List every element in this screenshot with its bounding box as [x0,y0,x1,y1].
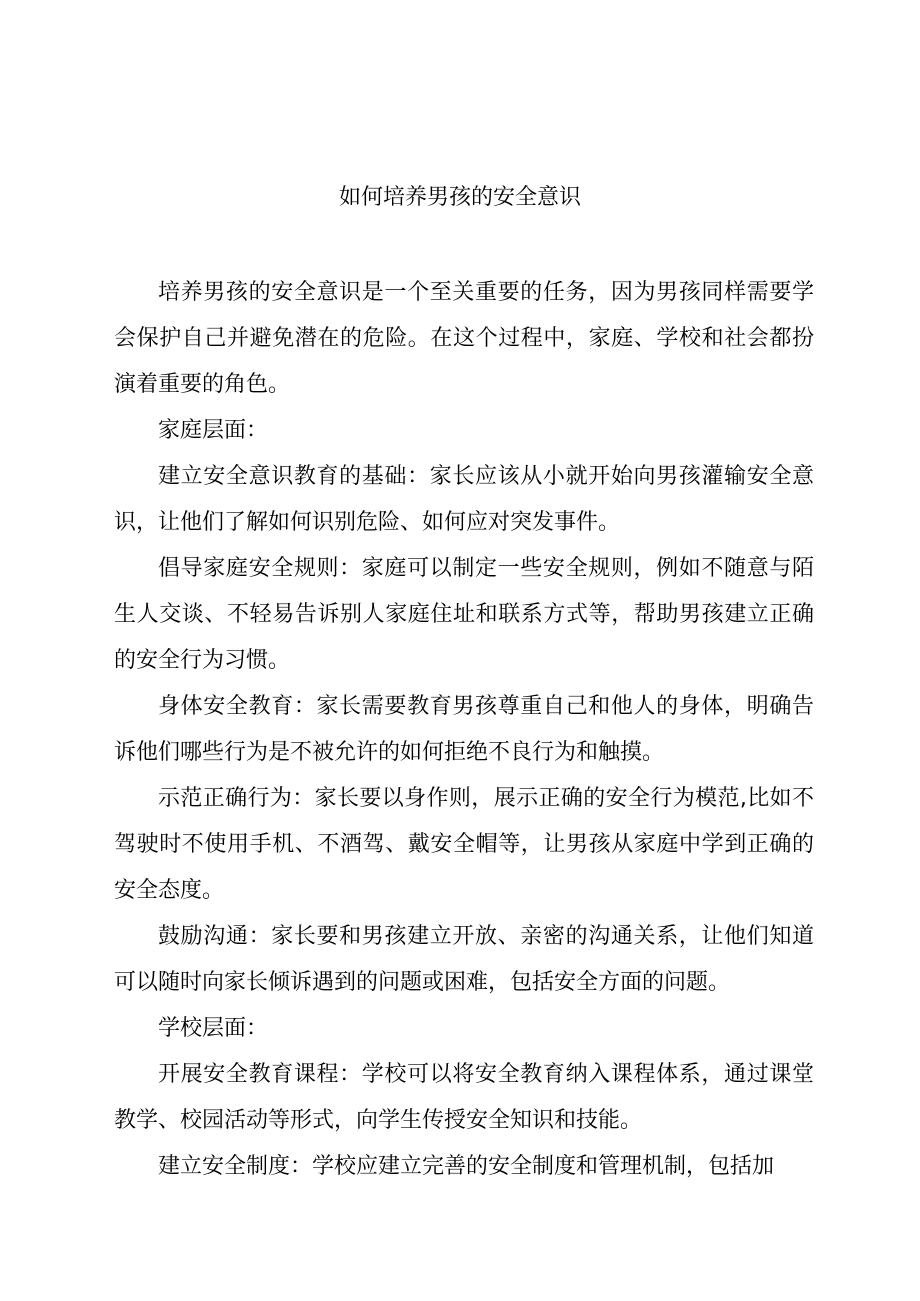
paragraph-safety-system: 建立安全制度：学校应建立完善的安全制度和管理机制，包括加 [158,1154,775,1179]
paragraph-safety-courses: 开展安全教育课程：学校可以将安全教育纳入课程体系，通过课堂教学、校园活动等形式，向学生传授安全知识和技能。 [114,1062,814,1133]
paragraph-family-rules: 倡导家庭安全规则：家庭可以制定一些安全规则，例如不随意与陌生人交谈、不轻易告诉别人家庭住址和联系方式等，帮助男孩建立正确的安全行为习惯。 [114,556,814,673]
intro-paragraph: 培养男孩的安全意识是一个至关重要的任务，因为男孩同样需要学会保护自己并避免潜在的危险。在这个过程中，家庭、学校和社会都扮演着重要的角色。 [114,280,814,397]
paragraph-model-behavior: 示范正确行为：家长要以身作则，展示正确的安全行为模范,比如不驾驶时不使用手机、不酒驾、戴安全帽等，让男孩从家庭中学到正确的安全态度。 [114,786,814,903]
paragraph-safety-foundation: 建立安全意识教育的基础：家长应该从小就开始向男孩灌输安全意识，让他们了解如何识别危险、如何应对突发事件。 [114,464,814,535]
paragraph-communication: 鼓励沟通：家长要和男孩建立开放、亲密的沟通关系，让他们知道可以随时向家长倾诉遇到的问题或困难，包括安全方面的问题。 [114,924,814,995]
section-heading-school: 学校层面： [158,1016,269,1041]
section-heading-family: 家庭层面： [158,418,269,443]
paragraph-body-safety: 身体安全教育：家长需要教育男孩尊重自己和他人的身体，明确告诉他们哪些行为是不被允许的如何拒绝不良行为和触摸。 [114,694,814,765]
document-body [114,270,814,1190]
page-title: 如何培养男孩的安全意识 [338,185,581,210]
